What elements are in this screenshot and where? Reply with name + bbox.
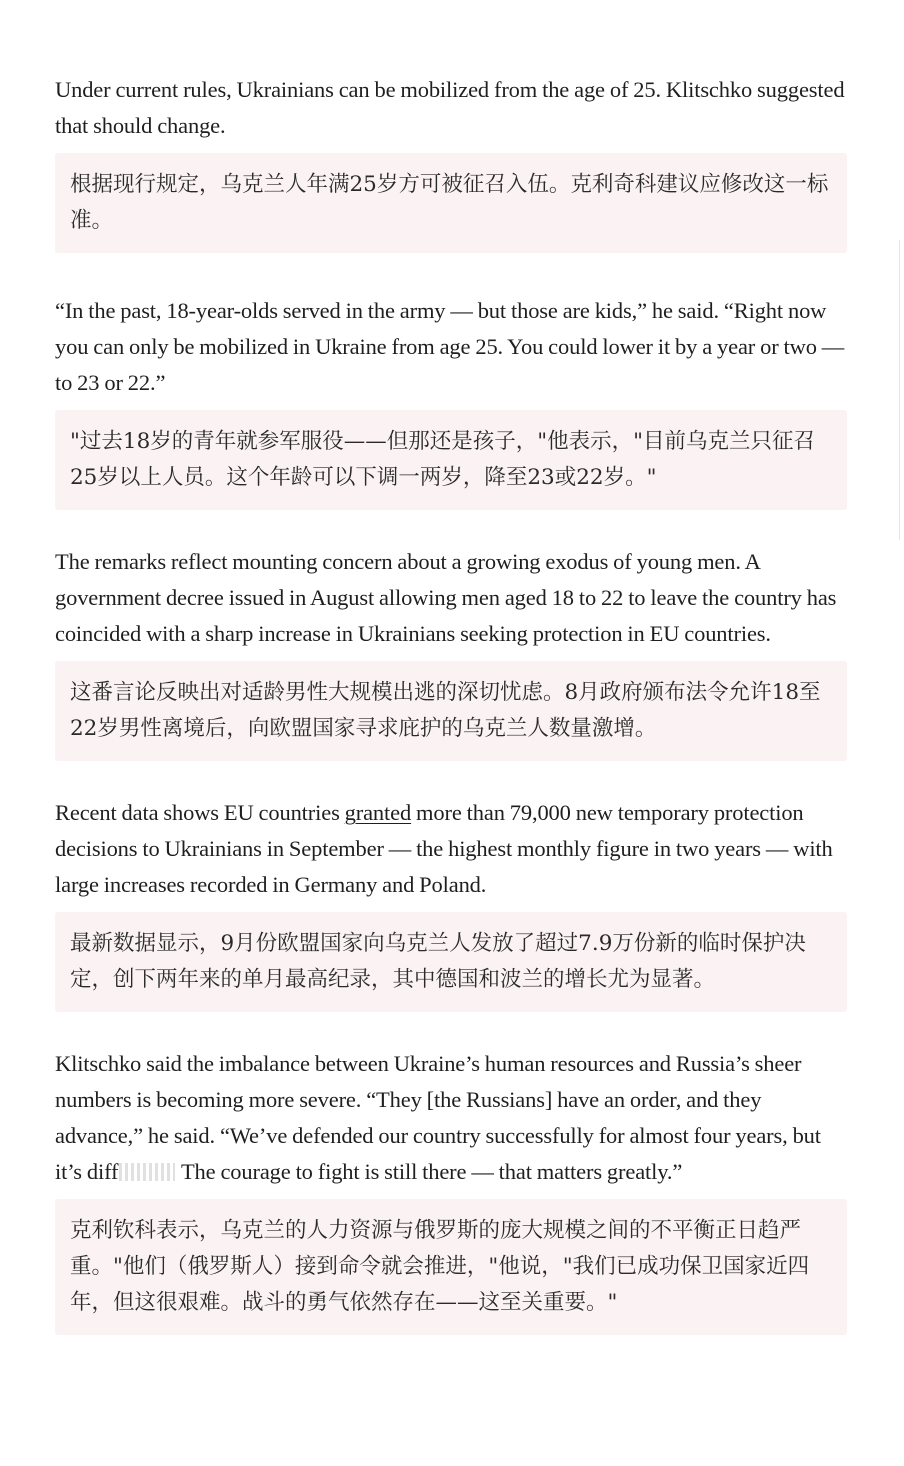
- text-segment: Recent data shows EU countries: [55, 800, 345, 825]
- text-segment: more than 79,000 new temporary protection decisions to Ukrainians in September — the highest monthly figure in two years — with large increases recorded in Germany and Poland.: [55, 800, 833, 897]
- text-segment: The courage to fight is still there — that matters greatly.”: [176, 1159, 683, 1184]
- paragraph-pair: [55, 293, 847, 510]
- chinese-translation: "过去18岁的青年就参军服役——但那还是孩子，"他表示，"目前乌克兰只征召25岁以上人员。这个年龄可以下调一两岁，降至23或22岁。": [55, 410, 847, 510]
- text-segment: Klitschko said the imbalance between Ukraine’s human resources and Russia’s sheer numbers is becoming more severe. “They [the Russians] have an order, and they advance,” he said. “We’ve defended our country successfully for almost four years, but it’s diff: [55, 1051, 821, 1184]
- chinese-translation: 这番言论反映出对适龄男性大规模出逃的深切忧虑。8月政府颁布法令允许18至22岁男性离境后，向欧盟国家寻求庇护的乌克兰人数量激增。: [55, 661, 847, 761]
- chinese-translation: 最新数据显示，9月份欧盟国家向乌克兰人发放了超过7.9万份新的临时保护决定，创下两年来的单月最高纪录，其中德国和波兰的增长尤为显著。: [55, 912, 847, 1012]
- chinese-translation: 克利钦科表示，乌克兰的人力资源与俄罗斯的庞大规模之间的不平衡正日趋严重。"他们（俄罗斯人）接到命令就会推进，"他说，"我们已成功保卫国家近四年，但这很艰难。战斗的勇气依然存在——这至关重要。": [55, 1199, 847, 1335]
- english-paragraph: Under current rules, Ukrainians can be mobilized from the age of 25. Klitschko suggested that should change.: [55, 77, 845, 138]
- chinese-translation: 根据现行规定，乌克兰人年满25岁方可被征召入伍。克利奇科建议应修改这一标准。: [55, 153, 847, 253]
- english-paragraph: [55, 795, 847, 903]
- english-paragraph: The remarks reflect mounting concern about a growing exodus of young men. A government decree issued in August allowing men aged 18 to 22 to leave the country has coincided with a sharp increase in Ukrainians seeking protection in EU countries.: [55, 549, 837, 646]
- paragraph-pair: [55, 544, 847, 761]
- paragraph-pair: [55, 72, 847, 253]
- paragraph-pair: [55, 1046, 847, 1335]
- english-paragraph: “In the past, 18-year-olds served in the army — but those are kids,” he said. “Right now you can only be mobilized in Ukraine from age 25. You could lower it by a year or two — to 23 or 22.”: [55, 298, 845, 395]
- article-body: [55, 72, 847, 1377]
- paragraph-pair: [55, 795, 847, 1012]
- granted-link[interactable]: granted: [344, 800, 412, 825]
- english-paragraph: [55, 1046, 847, 1190]
- scrollbar[interactable]: [899, 240, 904, 540]
- watermark-overlay: [119, 1163, 175, 1181]
